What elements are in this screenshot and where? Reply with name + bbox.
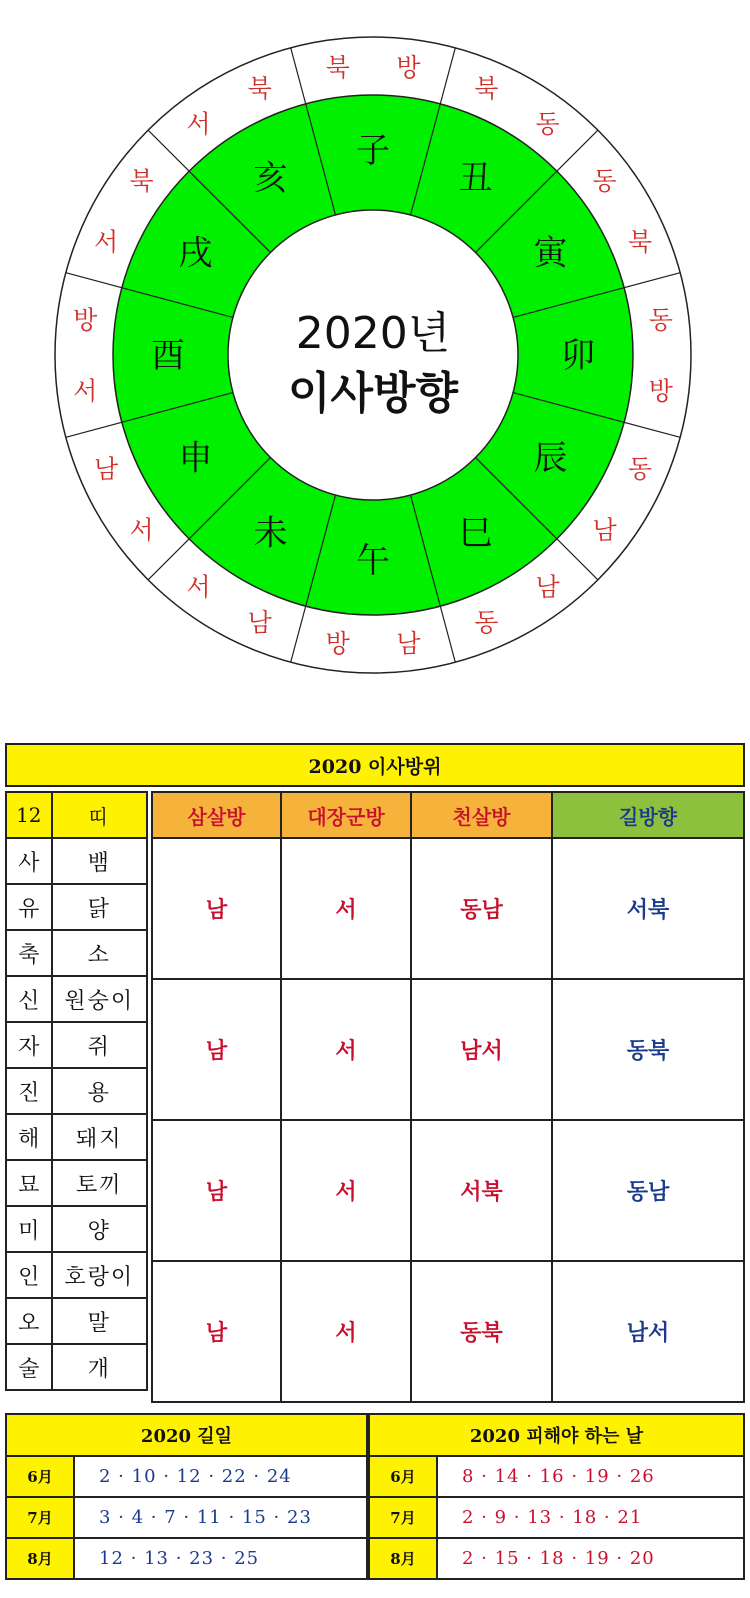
- wheel-branch-8: 申: [178, 438, 213, 479]
- wheel-direction-4-1: 남: [592, 515, 617, 545]
- wheel-branch-6: 午: [356, 541, 390, 581]
- cheonsal-value: 동북: [411, 1261, 552, 1402]
- wheel-direction-2-1: 북: [627, 227, 653, 257]
- date-list: 2 · 9 · 13 · 18 · 21: [437, 1497, 744, 1538]
- wheel-branch-3: 卯: [561, 336, 595, 376]
- zodiac-animal-header: 띠: [52, 792, 147, 838]
- zodiac-animal: 닭: [52, 884, 147, 930]
- zodiac-animal: 호랑이: [52, 1252, 147, 1298]
- month-label: 8月: [369, 1538, 437, 1579]
- good-direction-value: 남서: [552, 1261, 744, 1402]
- zodiac-branch: 신: [6, 976, 52, 1022]
- wheel-direction-4-0: 동: [627, 454, 653, 484]
- bad-days-table: [368, 1413, 745, 1580]
- wheel-direction-11-0: 서: [186, 109, 211, 139]
- zodiac-animal: 소: [52, 930, 147, 976]
- samsal-value: 남: [152, 979, 281, 1120]
- wheel-branch-2: 寅: [533, 233, 568, 274]
- wheel-direction-2-0: 동: [592, 166, 617, 196]
- month-label: 7月: [369, 1497, 437, 1538]
- col-samsal-header: 삼살방: [152, 792, 281, 838]
- wheel-center-year: 2020년: [295, 308, 451, 359]
- wheel-branch-1: 丑: [458, 158, 493, 199]
- zodiac-row: [6, 930, 147, 976]
- zodiac-num-header: 12: [6, 792, 52, 838]
- month-label: 7月: [6, 1497, 74, 1538]
- wheel-direction-11-1: 북: [247, 74, 272, 104]
- good-direction-value: 동남: [552, 1120, 744, 1261]
- wheel-direction-7-1: 서: [186, 572, 211, 602]
- zodiac-branch: 오: [6, 1298, 52, 1344]
- daejanggun-value: 서: [281, 1261, 411, 1402]
- zodiac-row: [6, 976, 147, 1022]
- wheel-direction-6-0: 남: [396, 628, 421, 658]
- date-list: 8 · 14 · 16 · 19 · 26: [437, 1456, 744, 1497]
- day-row: [369, 1456, 744, 1497]
- zodiac-row: [6, 1344, 147, 1390]
- day-row: [6, 1538, 367, 1579]
- month-label: 8月: [6, 1538, 74, 1579]
- direction-columns: [151, 791, 745, 1403]
- zodiac-row: [6, 1068, 147, 1114]
- daejanggun-value: 서: [281, 1120, 411, 1261]
- zodiac-branch: 해: [6, 1114, 52, 1160]
- wheel-branch-4: 辰: [533, 438, 568, 479]
- cheonsal-value: 동남: [411, 838, 552, 979]
- direction-group-row: [152, 1261, 744, 1402]
- wheel-direction-3-0: 동: [648, 305, 673, 335]
- col-daejanggun-header: 대장군방: [281, 792, 411, 838]
- zodiac-animal: 뱀: [52, 838, 147, 884]
- wheel-direction-0-0: 북: [325, 53, 350, 83]
- good-direction-value: 서북: [552, 838, 744, 979]
- wheel-direction-1-1: 동: [535, 109, 560, 139]
- zodiac-branch: 자: [6, 1022, 52, 1068]
- wheel-branch-7: 未: [253, 513, 288, 554]
- zodiac-animal: 개: [52, 1344, 147, 1390]
- zodiac-branch: 미: [6, 1206, 52, 1252]
- samsal-value: 남: [152, 1261, 281, 1402]
- wheel-direction-6-1: 방: [325, 628, 350, 658]
- bad-days-title: 2020 피해야 하는 날: [369, 1414, 744, 1456]
- zodiac-branch: 인: [6, 1252, 52, 1298]
- zodiac-row: [6, 1206, 147, 1252]
- zodiac-animal: 양: [52, 1206, 147, 1252]
- wheel-direction-8-1: 남: [93, 454, 119, 484]
- good-direction-value: 동북: [552, 979, 744, 1120]
- zodiac-branch: 술: [6, 1344, 52, 1390]
- date-list: 3 · 4 · 7 · 11 · 15 · 23: [74, 1497, 367, 1538]
- zodiac-branch: 유: [6, 884, 52, 930]
- col-cheonsal-header: 천살방: [411, 792, 552, 838]
- direction-group-row: [152, 838, 744, 979]
- date-list: 2 · 10 · 12 · 22 · 24: [74, 1456, 367, 1497]
- daejanggun-value: 서: [281, 979, 411, 1120]
- direction-group-row: [152, 979, 744, 1120]
- zodiac-animal: 쥐: [52, 1022, 147, 1068]
- wheel-direction-1-0: 북: [474, 74, 499, 104]
- wheel-direction-5-1: 동: [474, 607, 499, 637]
- wheel-branch-10: 戌: [178, 233, 213, 274]
- col-good-direction-header: 길방향: [552, 792, 744, 838]
- table-title: 2020 이사방위: [5, 743, 745, 787]
- zodiac-row: [6, 1114, 147, 1160]
- good-days-title: 2020 길일: [6, 1414, 367, 1456]
- day-row: [369, 1497, 744, 1538]
- day-row: [369, 1538, 744, 1579]
- zodiac-animal: 돼지: [52, 1114, 147, 1160]
- zodiac-animal: 토끼: [52, 1160, 147, 1206]
- wheel-direction-9-0: 서: [73, 376, 98, 406]
- wheel-branch-0: 子: [356, 131, 390, 171]
- wheel-direction-8-0: 서: [129, 515, 154, 545]
- zodiac-branch: 묘: [6, 1160, 52, 1206]
- zodiac-animal: 말: [52, 1298, 147, 1344]
- month-label: 6月: [6, 1456, 74, 1497]
- wheel-branch-11: 亥: [253, 158, 288, 199]
- month-label: 6月: [369, 1456, 437, 1497]
- wheel-direction-7-0: 남: [247, 607, 272, 637]
- daejanggun-value: 서: [281, 838, 411, 979]
- wheel-direction-5-0: 남: [535, 572, 560, 602]
- cheonsal-value: 서북: [411, 1120, 552, 1261]
- zodiac-row: [6, 884, 147, 930]
- direction-group-row: [152, 1120, 744, 1261]
- zodiac-row: [6, 838, 147, 884]
- zodiac-branch: 축: [6, 930, 52, 976]
- direction-wheel: [0, 0, 750, 700]
- wheel-direction-10-0: 서: [93, 227, 119, 257]
- zodiac-row: [6, 1252, 147, 1298]
- zodiac-branch: 사: [6, 838, 52, 884]
- wheel-direction-9-1: 방: [73, 305, 98, 335]
- wheel-branch-9: 酉: [151, 336, 185, 376]
- date-list: 2 · 15 · 18 · 19 · 20: [437, 1538, 744, 1579]
- zodiac-animal: 용: [52, 1068, 147, 1114]
- date-list: 12 · 13 · 23 · 25: [74, 1538, 367, 1579]
- zodiac-branch: 진: [6, 1068, 52, 1114]
- good-days-table: [5, 1413, 368, 1580]
- zodiac-row: [6, 1022, 147, 1068]
- zodiac-row: [6, 1160, 147, 1206]
- zodiac-animal: 원숭이: [52, 976, 147, 1022]
- zodiac-row: [6, 1298, 147, 1344]
- day-row: [6, 1456, 367, 1497]
- zodiac-table: [5, 791, 148, 1391]
- cheonsal-value: 남서: [411, 979, 552, 1120]
- day-row: [6, 1497, 367, 1538]
- wheel-center-title: 이사방향: [287, 368, 459, 419]
- wheel-branch-5: 巳: [458, 513, 493, 554]
- samsal-value: 남: [152, 1120, 281, 1261]
- samsal-value: 남: [152, 838, 281, 979]
- wheel-direction-10-1: 북: [129, 166, 154, 196]
- wheel-direction-0-1: 방: [396, 53, 421, 83]
- wheel-direction-3-1: 방: [648, 376, 673, 406]
